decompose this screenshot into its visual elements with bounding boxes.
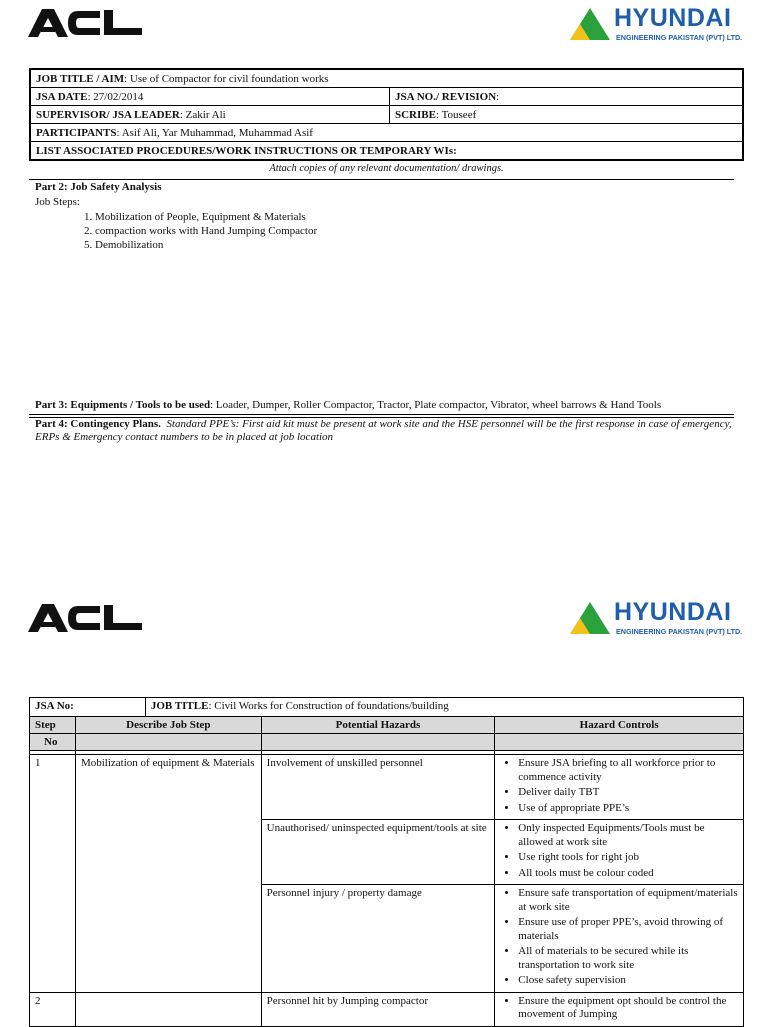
jsa-table xyxy=(29,697,744,1027)
control-item: • Use of appropriate PPE’s xyxy=(518,802,738,816)
hyundai-triangle-accent-icon xyxy=(570,618,590,634)
control-item: • Ensure the equipment opt should be control the movement of Jumping xyxy=(518,995,738,1022)
acl-logo xyxy=(28,602,144,634)
controls-cell xyxy=(495,885,744,993)
jsa-date-cell xyxy=(30,88,390,106)
attach-note: Attach copies of any relevant documentation/ drawings. xyxy=(269,163,504,174)
blank-header-cell xyxy=(495,734,744,751)
scribe-cell xyxy=(390,106,744,124)
jsa-no-label: JSA NO./ REVISION xyxy=(395,90,497,103)
hazard-cell: Personnel injury / property damage xyxy=(261,885,495,993)
step-no-cell: 1 xyxy=(30,755,76,993)
job-steps-label: Job Steps: xyxy=(35,196,80,208)
table-header-row xyxy=(30,717,744,734)
hyundai-subtitle: ENGINEERING PAKISTAN (PVT) LTD. xyxy=(616,627,743,636)
job-title-cell xyxy=(30,69,743,88)
scribe-label: SCRIBE xyxy=(395,108,436,121)
jsa-job-title-cell xyxy=(145,698,743,717)
part3-label: : Equipments / Tools to be used xyxy=(64,399,211,411)
step-description-cell xyxy=(75,992,261,1026)
job-title-label: JOB TITLE / AIM xyxy=(36,72,125,85)
step-description-cell: Mobilization of equipment & Materials xyxy=(75,755,261,993)
controls-cell xyxy=(495,755,744,820)
hyundai-subtitle: ENGINEERING PAKISTAN (PVT) LTD. xyxy=(616,33,743,42)
control-item: • Deliver daily TBT xyxy=(518,786,738,800)
jsa-job-title-label: JOB TITLE xyxy=(150,700,209,712)
job-step-item: 1. Mobilization of People, Equipment & Materials xyxy=(84,211,306,223)
col-step-header: Step xyxy=(30,717,76,734)
col-controls-header: Hazard Controls xyxy=(495,717,744,734)
hyundai-name: HYUNDAI xyxy=(614,598,732,626)
participants-value: : Asif Ali, Yar Muhammad, Muhammad Asif xyxy=(116,126,313,139)
part4-block xyxy=(35,418,735,444)
jsa-no-cell: JSA No: xyxy=(30,698,146,717)
hyundai-logo xyxy=(570,600,746,640)
hyundai-triangle-accent-icon xyxy=(570,24,590,40)
job-steps-list xyxy=(84,210,317,252)
table-row xyxy=(30,992,744,1026)
step-no-cell: 2 xyxy=(30,992,76,1026)
job-step-item: 2. compaction works with Hand Jumping Compactor xyxy=(84,225,318,237)
procedures-label: LIST ASSOCIATED PROCEDURES/WORK INSTRUCTIONS OR TEMPORARY WIs: xyxy=(36,144,457,157)
jsa-date-value: : 27/02/2014 xyxy=(87,90,144,103)
jsa-job-title-value: : Civil Works for Construction of foundations/building xyxy=(208,700,449,712)
controls-cell xyxy=(495,820,744,885)
part2-heading: Part 2: Job Safety Analysis xyxy=(35,181,162,193)
control-item: • Only inspected Equipments/Tools must be allowed at work site xyxy=(518,822,738,849)
controls-cell xyxy=(495,992,744,1026)
acl-logo xyxy=(28,7,144,39)
jsa-header-table xyxy=(29,68,744,161)
control-item: • Close safety supervision xyxy=(518,974,738,988)
participants-label: PARTICIPANTS xyxy=(36,126,117,139)
divider xyxy=(29,414,734,415)
jsa-no-cell xyxy=(390,88,744,106)
job-step-item: 5. Demobilization xyxy=(84,239,164,251)
part3-value: : Loader, Dumper, Roller Compactor, Tractor, Plate compactor, Vibrator, wheel barrows & Hand Tools xyxy=(210,399,662,411)
blank-header-cell xyxy=(75,734,261,751)
col-describe-header: Describe Job Step xyxy=(75,717,261,734)
control-item: • Ensure safe transportation of equipment/materials at work site xyxy=(518,887,738,914)
supervisor-value: : Zakir Ali xyxy=(179,108,226,121)
supervisor-label: SUPERVISOR/ JSA LEADER xyxy=(36,108,180,121)
participants-cell xyxy=(30,124,743,142)
scribe-value: : Touseef xyxy=(435,108,477,121)
table-header-row xyxy=(30,734,744,751)
control-item: • All tools must be colour coded xyxy=(518,867,738,881)
blank-header-cell xyxy=(261,734,495,751)
part4-label: Part 4: Contingency Plans. xyxy=(35,418,161,430)
divider xyxy=(29,179,734,180)
part3-line xyxy=(35,399,661,411)
control-item: • All of materials to be secured while its transportation to work site xyxy=(518,945,738,972)
job-title-value: : Use of Compactor for civil foundation works xyxy=(124,72,329,85)
hazard-cell: Involvement of unskilled personnel xyxy=(261,755,495,820)
control-item: • Use right tools for right job xyxy=(518,851,738,865)
supervisor-cell xyxy=(30,106,390,124)
col-step-no-header: No xyxy=(30,734,76,751)
control-item: • Ensure use of proper PPE’s, avoid throwing of materials xyxy=(518,916,738,943)
part3-prefix: Part 3 xyxy=(35,399,65,411)
jsa-date-label: JSA DATE xyxy=(36,90,88,103)
procedures-cell xyxy=(30,142,743,161)
control-item: • Ensure JSA briefing to all workforce prior to commence activity xyxy=(518,757,738,784)
part4-text: Standard PPE’s: First aid kit must be present at work site and the HSE personnel will be the first response in case of emergency, ERPs & Emergency contact numbers to be in placed at job location xyxy=(35,418,732,443)
hyundai-logo xyxy=(570,6,746,46)
col-hazards-header: Potential Hazards xyxy=(261,717,495,734)
hyundai-name: HYUNDAI xyxy=(614,4,732,32)
table-row xyxy=(30,755,744,820)
jsa-no-value: : xyxy=(496,90,500,103)
hazard-cell: Personnel hit by Jumping compactor xyxy=(261,992,495,1026)
hazard-cell: Unauthorised/ uninspected equipment/tools at site xyxy=(261,820,495,885)
